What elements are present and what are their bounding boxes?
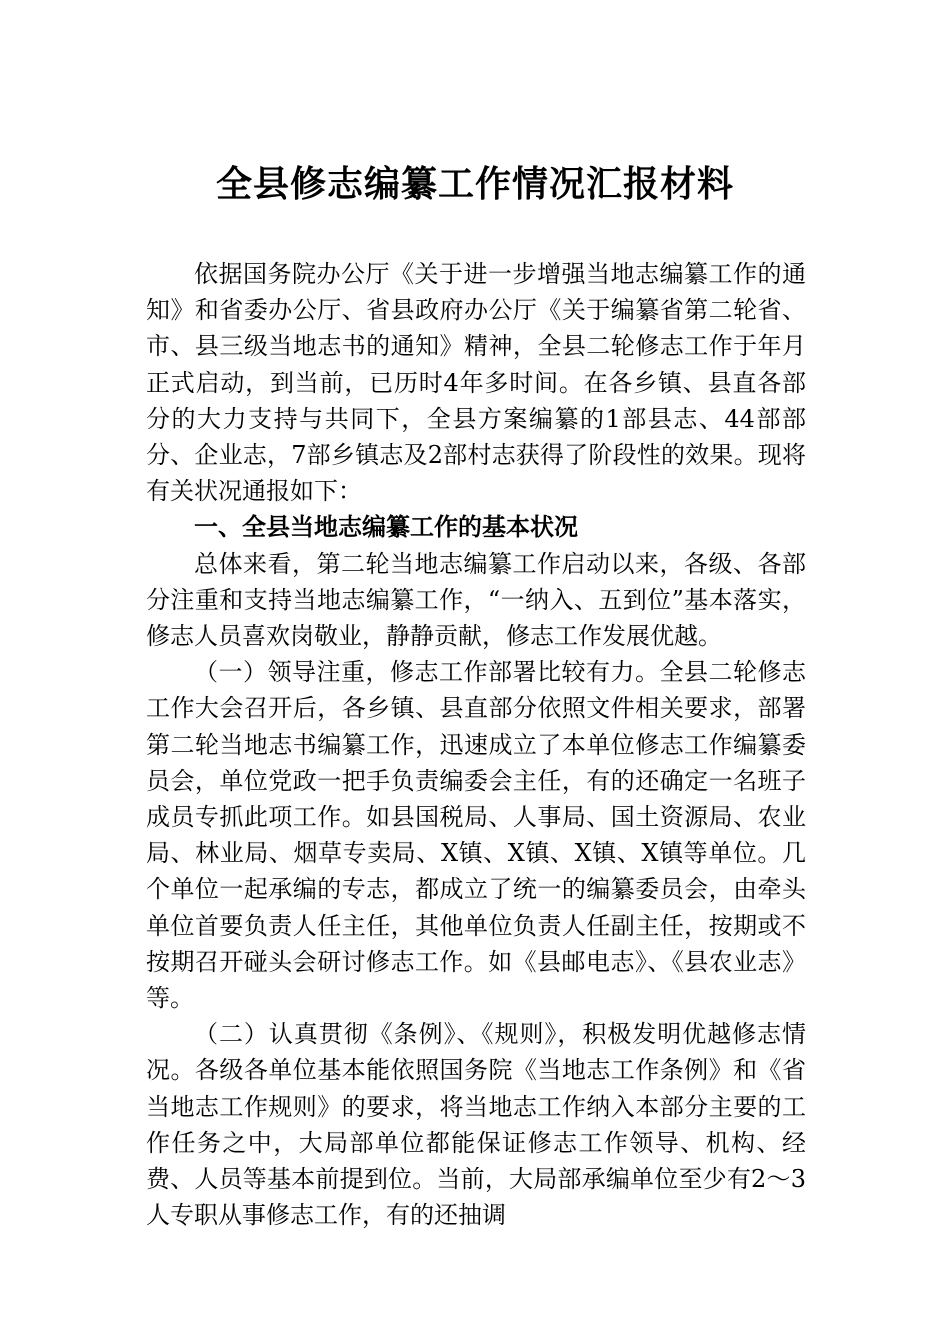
document-body <box>146 256 806 1233</box>
section-heading: 一、全县当地志编纂工作的基本状况 <box>194 513 578 542</box>
intro-paragraph: 依据国务院办公厅《关于进一步增强当地志编纂工作的通知》和省委办公厅、省县政府办公厅《关于编纂省第二轮省、市、县三级当地志书的通知》精神，全县二轮修志工作于年月正式启动，到当前，已历时4年多时间。在各乡镇、县直各部分的大力支持与共同下，全县方案编纂的1部县志、44部部分、企业志，7部乡镇志及2部村志获得了阶段性的效果。现将有关状况通报如下： <box>146 260 806 506</box>
subsection-2-paragraph: （二）认真贯彻《条例》、《规则》，积极发明优越修志情况。各级各单位基本能依照国务院《当地志工作条例》和《省当地志工作规则》的要求，将当地志工作纳入本部分主要的工作任务之中，大局部单位都能保证修志工作领导、机构、经费、人员等基本前提到位。当前，大局部承编单位至少有2～3人专职从事修志工作，有的还抽调 <box>146 1020 806 1230</box>
document-title: 全县修志编纂工作情况汇报材料 <box>215 163 734 205</box>
overview-paragraph: 总体来看，第二轮当地志编纂工作启动以来，各级、各部分注重和支持当地志编纂工作，“一纳入、五到位”基本落实，修志人员喜欢岗敬业，静静贡献，修志工作发展优越。 <box>146 549 806 651</box>
subsection-1-paragraph: （一）领导注重，修志工作部署比较有力。全县二轮修志工作大会召开后，各乡镇、县直部分依照文件相关要求，部署第二轮当地志书编纂工作，迅速成立了本单位修志工作编纂委员会，单位党政一把手负责编委会主任，有的还确定一名班子成员专抓此项工作。如县国税局、人事局、国土资源局、农业局、林业局、烟草专卖局、X镇、X镇、X镇、X镇等单位。几个单位一起承编的专志，都成立了统一的编纂委员会，由牵头单位首要负责人任主任，其他单位负责人任副主任，按期或不按期召开碰头会研讨修志工作。如《县邮电志》、《县农业志》等。 <box>146 658 806 1013</box>
